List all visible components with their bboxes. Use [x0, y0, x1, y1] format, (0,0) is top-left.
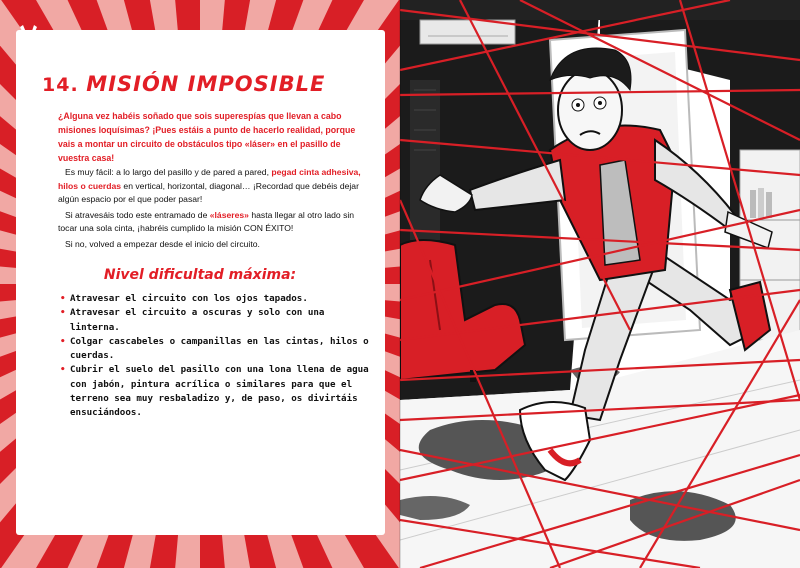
list-item: • Colgar cascabeles o campanillas en las cintas, hilos o cuerdas. [60, 335, 369, 362]
bullet-dot: • [60, 307, 66, 319]
bullet-dot: • [60, 364, 66, 376]
article-body [58, 109, 372, 254]
highlight-materials: pegad cinta adhesiva, hilos o cuerdas [58, 167, 361, 191]
section-number: 14. [42, 74, 79, 96]
paragraph-instructions: Es muy fácil: a lo largo del pasillo y de pared a pared, pegad cinta adhesiva, hilos o cuerdas en vertical, horizontal, diagonal… ¡Recordad que debéis dejar algún espacio por el que poder pasar! [58, 167, 361, 205]
section-title: MISIÓN IMPOSIBLE [86, 72, 326, 96]
difficulty-heading: Nivel dificultad máxima: [103, 267, 297, 283]
intro-paragraph: ¿Alguna vez habéis soñado que sois superespías que llevan a cabo misiones loquísimas? ¡Pues estáis a punto de hacerlo realidad, porque vais a montar un circuito de obstáculos tipo «láser» en el pasillo de vuestra casa! [58, 111, 356, 163]
illustration-laser-corridor [400, 0, 800, 568]
book-gutter [399, 0, 401, 568]
list-item: • Cubrir el suelo del pasillo con una lona llena de agua con jabón, pintura acrílica o similares para que el terreno sea muy resbaladizo y, de paso, os divirtáis ensuciándoos. [60, 364, 369, 419]
page-number: 24 [24, 519, 37, 531]
bullet-dot: • [60, 335, 66, 347]
bullet-dot: • [60, 293, 66, 304]
difficulty-list [60, 292, 372, 421]
right-page [400, 0, 800, 568]
paragraph-retry: Si no, volved a empezar desde el inicio del circuito. [65, 238, 260, 249]
highlight-lasers: «láseres» [209, 209, 249, 220]
list-item: • Atravesar el circuito con los ojos tapados. [60, 292, 372, 306]
paragraph-success: Si atravesáis todo este entramado de «láseres» hasta llegar al otro lado sin tocar una sola cinta, ¡habréis cumplido la misión CON ÉXITO! [58, 209, 355, 234]
list-item: • Atravesar el circuito a oscuras y solo con una linterna. [60, 307, 325, 333]
page-title [42, 72, 325, 96]
